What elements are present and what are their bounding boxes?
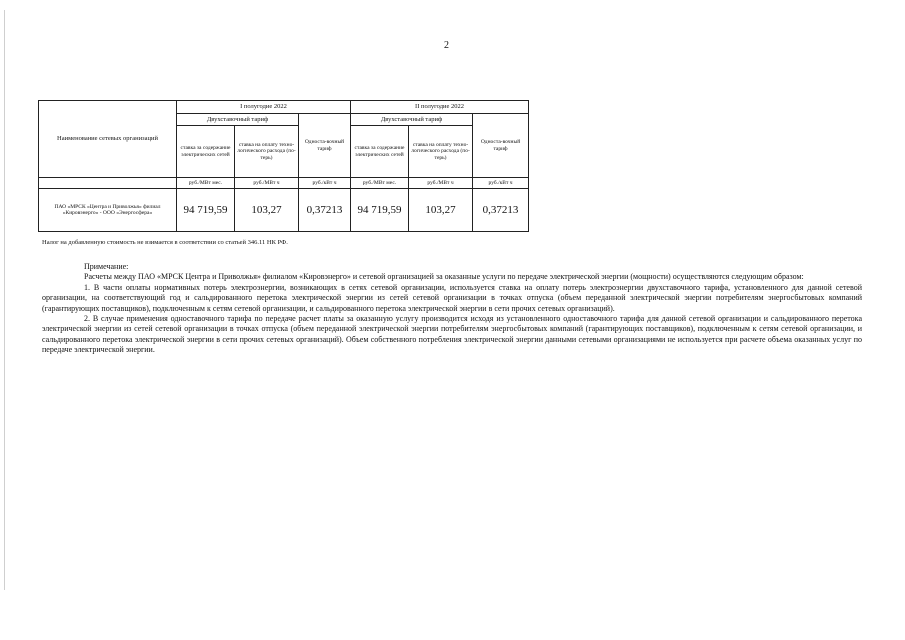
- value-cell: 103,27: [235, 189, 299, 232]
- value-cell: 94 719,59: [351, 189, 409, 232]
- tariff-table: [38, 100, 529, 232]
- page-number: 2: [444, 40, 449, 51]
- period-1-loss-header: ставка на оплату техно-логического расхода (по-терь): [235, 126, 299, 178]
- period-2-unit-single: руб./кВт ч: [473, 178, 529, 189]
- notes-heading: Примечание:: [84, 262, 129, 271]
- period-1-unit-loss: руб./МВт ч: [235, 178, 299, 189]
- period-1-two-part-header: Двухставочный тариф: [177, 114, 299, 126]
- notes-section: [42, 262, 862, 356]
- period-1-single-rate-header: Односта-вочный тариф: [299, 114, 351, 178]
- period-1-header: I полугодие 2022: [177, 101, 351, 114]
- org-name-header: Наименование сетевых организаций: [39, 101, 177, 178]
- value-cell: 103,27: [409, 189, 473, 232]
- period-2-unit-loss: руб./МВт ч: [409, 178, 473, 189]
- period-1-unit-maintenance: руб./МВт мес.: [177, 178, 235, 189]
- tax-note: Налог на добавленную стоимость не взимается в соответствии со статьей 346.11 НК РФ.: [42, 239, 288, 246]
- value-cell: 0,37213: [299, 189, 351, 232]
- period-2-loss-header: ставка на оплату техно-логического расхода (по-терь): [409, 126, 473, 178]
- unit-empty-cell: [39, 178, 177, 189]
- period-2-unit-maintenance: руб./МВт мес.: [351, 178, 409, 189]
- period-2-header: II полугодие 2022: [351, 101, 529, 114]
- org-name-cell: ПАО «МРСК «Центра и Приволжья» филиал «Кировэнерго» - ООО «Энергосфера»: [39, 189, 177, 232]
- notes-paragraph: Расчеты между ПАО «МРСК Центра и Приволжья» филиалом «Кировэнерго» и сетевой организацией за оказанные услуги по передаче электрической энергии (мощности) осуществляются следующим образом:: [84, 272, 804, 282]
- notes-paragraph: 2. В случае применения одноставочного тарифа по передаче расчет платы за оказанную услугу производится исходя из установленного одноставочного тарифа для данной сетевой организации и сальдированного перетока электрической энергии из сетей сетевой организации в точках отпуска (объем переданной электрической энергии потребителям энергосбытовых компаний (гарантирующих поставщиков), подключенным к сетям сетевой организации, и сальдированного перетока электрической энергии в сети прочих сетевых организаций). Объем собственного потребления электрической энергии данными сетевыми организациями не используется при расчете объема оказанных услуг по передаче электрической энергии.: [42, 314, 862, 355]
- period-2-single-rate-header: Односта-вочный тариф: [473, 114, 529, 178]
- value-cell: 0,37213: [473, 189, 529, 232]
- period-2-maintenance-header: ставка за содержание электрических сетей: [351, 126, 409, 178]
- period-1-unit-single: руб./кВт ч: [299, 178, 351, 189]
- scan-edge-line: [4, 10, 5, 590]
- period-1-maintenance-header: ставка за содержание электрических сетей: [177, 126, 235, 178]
- period-2-two-part-header: Двухставочный тариф: [351, 114, 473, 126]
- value-cell: 94 719,59: [177, 189, 235, 232]
- table-row: [39, 189, 529, 232]
- notes-paragraph: 1. В части оплаты нормативных потерь электроэнергии, возникающих в сетях сетевой организации, используется ставка на оплату потерь электроэнергии двухставочного тарифа, установленного для данной сетевой организации, на соответствующий год и сальдированного перетока электрической энергии из сетей сетевой организации в точках отпуска (объем переданной электрической энергии потребителям энергосбытовых компаний (гарантирующих поставщиков), подключенным к сетям сетевой организации, и сальдированного перетока электрической энергии в сети прочих сетевых организаций).: [42, 282, 862, 313]
